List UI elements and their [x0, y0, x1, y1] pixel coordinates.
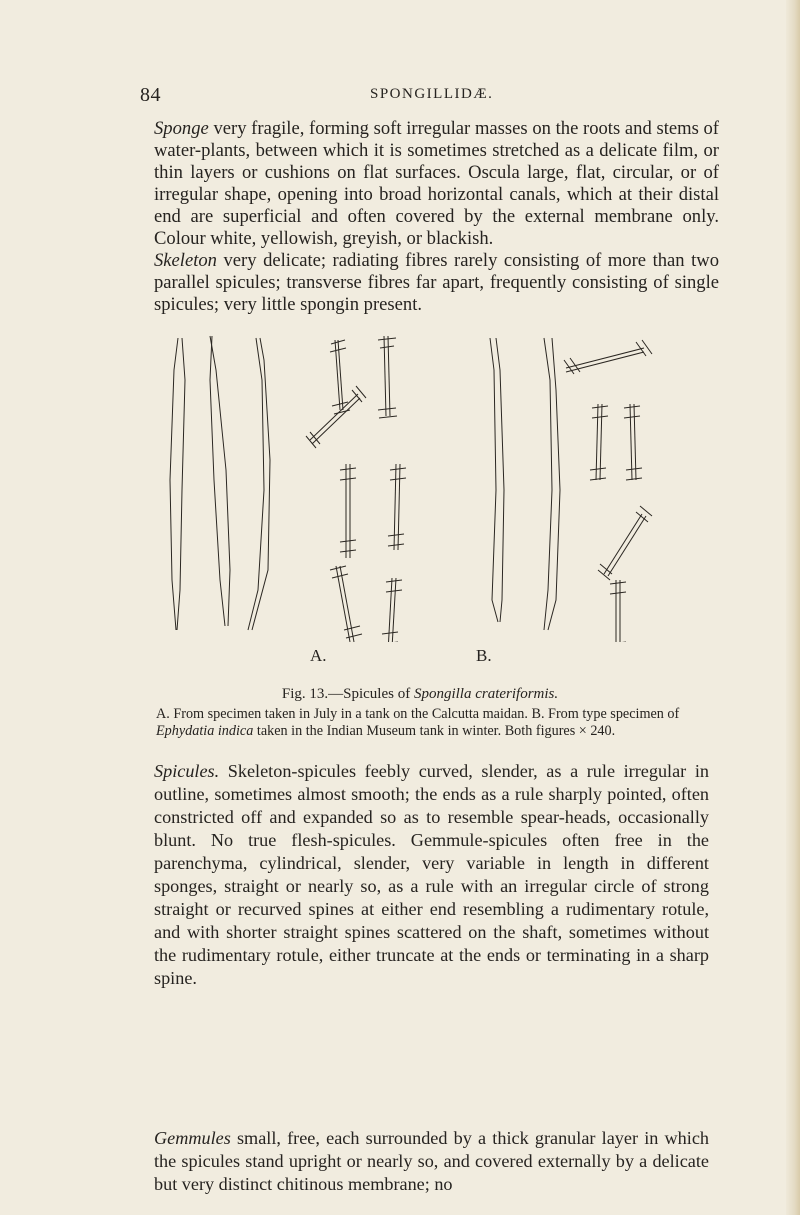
- page-number: 84: [140, 84, 161, 106]
- sponge-text: very fragile, forming soft irregular masses on the roots and stems of water-plants, between which it is sometimes stretched as a delicate film, or thin layers or cushions on flat surfaces. Oscula large, flat, circular, or of irregular shape, opening into broad horizontal canals, which at their distal end are superficial and often covered by the external membrane only. Colour white, yellowish, greyish, or blackish.: [154, 118, 719, 249]
- skeleton-description: [140, 250, 719, 316]
- skeleton-spicule-a2: [210, 336, 230, 626]
- gemmule-spicule-a4: [340, 464, 356, 558]
- panel-label-b: B.: [476, 646, 492, 665]
- skeleton-spicule-b1: [490, 338, 504, 622]
- gemmule-spicule-a5: [388, 464, 406, 550]
- skeleton-spicule-a1: [170, 338, 185, 630]
- figure-caption-title: [140, 686, 700, 703]
- caption-prefix: Fig. 13.—Spicules of: [281, 686, 414, 702]
- gemmule-spicule-a6: [330, 566, 362, 642]
- skeleton-spicule-a3: [248, 338, 270, 630]
- caption-body-part1: A. From specimen taken in July in a tank on the Calcutta maidan. B. From type specimen of: [156, 706, 680, 722]
- page-header: [140, 84, 700, 108]
- spicule-figure: [160, 330, 690, 670]
- spicules-lead: Spicules.: [154, 761, 220, 781]
- spicule-illustration: [160, 330, 690, 642]
- gemmule-spicule-b2: [590, 404, 608, 480]
- sponge-description: [140, 118, 719, 250]
- skeleton-text: very delicate; radiating fibres rarely consisting of more than two parallel spicules; transverse fibres far apart, frequently consisting of single spicules; very little spongin present.: [154, 250, 719, 315]
- gemmules-description: [140, 1127, 709, 1196]
- panel-label-a: A.: [310, 646, 327, 665]
- gemmules-text: small, free, each surrounded by a thick granular layer in which the spicules stand upright or nearly so, and covered externally by a delicate but very distinct chitinous membrane; no: [154, 1128, 709, 1194]
- skeleton-spicule-b2: [544, 338, 560, 630]
- running-head: SPONGILLIDÆ.: [370, 86, 494, 102]
- figure-caption-body: [142, 706, 711, 740]
- spicules-description: [140, 760, 709, 990]
- gemmule-spicule-a2: [378, 336, 397, 418]
- caption-body-species: Ephydatia indica: [156, 723, 254, 739]
- gemmule-spicule-b3: [624, 404, 642, 480]
- gemmule-spicule-a7: [382, 578, 402, 642]
- gemmules-lead: Gemmules: [154, 1128, 231, 1148]
- gemmule-spicule-b1: [564, 340, 652, 374]
- gemmule-spicule-a1: [330, 340, 350, 414]
- gemmule-spicule-a3: [306, 386, 366, 448]
- sponge-lead: Sponge: [154, 118, 209, 139]
- page-edge: [786, 0, 800, 1215]
- gemmule-spicule-b5: [610, 580, 626, 642]
- skeleton-lead: Skeleton: [154, 250, 217, 271]
- spicules-text: Skeleton-spicules feebly curved, slender, as a rule irregular in outline, sometimes almost smooth; the ends as a rule sharply pointed, often constricted off and expanded so as to resemble spear-heads, occasionally blunt. No true flesh-spicules. Gemmule-spicules often free in the parenchyma, cylindrical, slender, very variable in length in different sponges, straight or nearly so, as a rule with an irregular circle of strong straight or recurved spines at either end resembling a rudimentary rotule, and with shorter straight spines scattered on the shaft, sometimes without the rudimentary rotule, either truncate at the ends or terminating in a sharp spine.: [154, 761, 709, 988]
- caption-species: Spongilla crateriformis.: [413, 686, 559, 702]
- caption-body-part2: taken in the Indian Museum tank in winter. Both figures × 240.: [253, 723, 616, 739]
- gemmule-spicule-b4: [598, 506, 652, 580]
